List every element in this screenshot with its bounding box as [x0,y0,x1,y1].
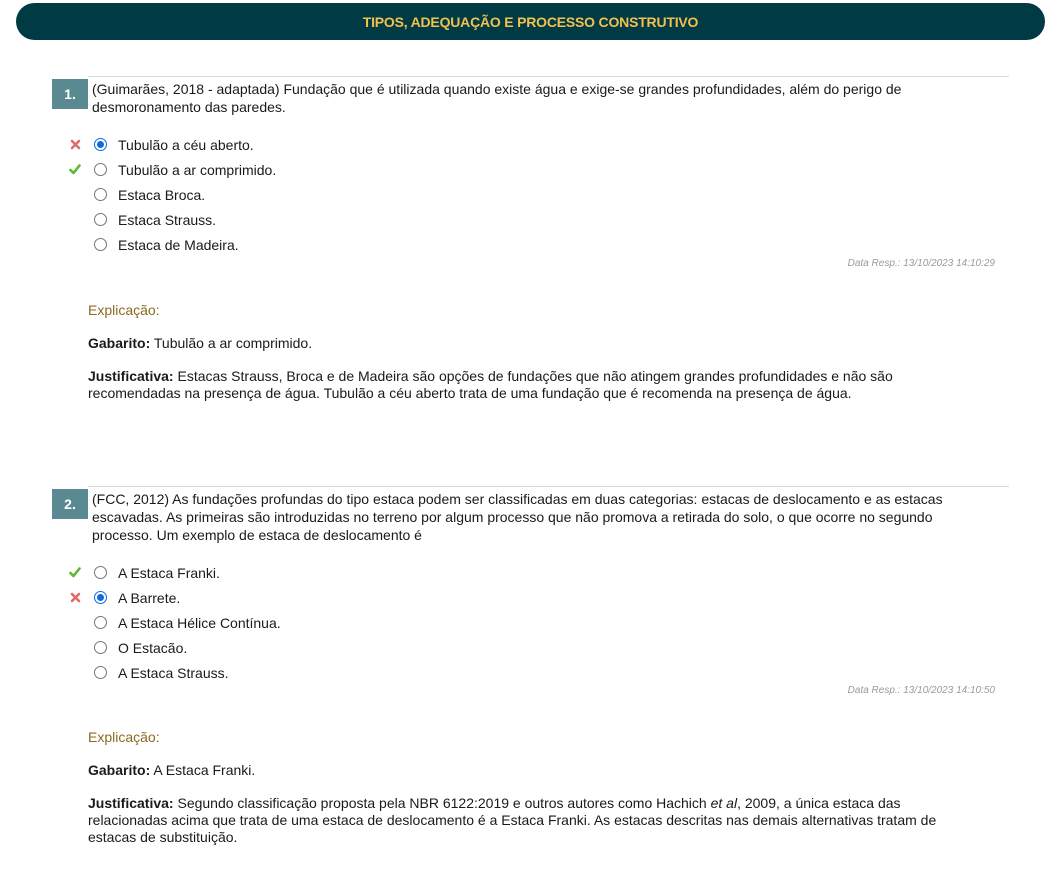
radio-button[interactable] [94,591,107,604]
option[interactable] [68,232,276,257]
answer-key-label: Gabarito: [88,335,151,351]
option-label: Estaca de Madeira. [118,236,239,253]
justification-italic: et al [710,795,738,811]
option[interactable] [68,207,276,232]
option[interactable] [68,132,276,157]
explanation-title: Explicação: [88,302,160,318]
answer-key [88,335,968,352]
justification-text-start: Segundo classificação proposta pela NBR 6122:2019 e outros autores como Hachich [173,795,711,811]
radio-button[interactable] [94,666,107,679]
radio-button[interactable] [94,213,107,226]
option-label: Estaca Strauss. [118,211,217,228]
option-label: O Estacão. [118,639,188,656]
radio-button[interactable] [94,238,107,251]
option[interactable] [68,560,281,585]
divider [88,76,1009,77]
option[interactable] [68,635,281,660]
radio-button[interactable] [94,616,107,629]
wrong-icon [68,591,82,605]
divider [88,486,1009,487]
question-2 [52,486,1009,856]
response-date: Data Resp.: 13/10/2023 14:10:29 [847,258,995,269]
option-label: A Estaca Franki. [118,564,220,581]
option-label: Tubulão a ar comprimido. [118,161,277,178]
radio-button[interactable] [94,188,107,201]
justification [88,368,968,402]
justification-text: Estacas Strauss, Broca e de Madeira são opções de fundações que não atingem grandes profundidades e não são recomendadas na presença de água. Tubulão a céu aberto trata de uma fundação que é recomenda na presença de água. [88,368,893,401]
correct-icon [68,566,82,580]
answer-key-value: A Estaca Franki. [150,762,256,778]
option-label: A Estaca Strauss. [118,664,229,681]
wrong-icon [68,138,82,152]
question-text: (FCC, 2012) As fundações profundas do tipo estaca podem ser classificadas em duas categorias: estacas de deslocamento e as estacas escavadas. As primeiras são introduzidas no terreno por algum processo que não promova a retirada do solo, o que ocorre no segundo processo. Um exemplo de estaca de deslocamento é [92,491,943,543]
option[interactable] [68,660,281,685]
option-label: A Estaca Hélice Contínua. [118,614,281,631]
option-label: Tubulão a céu aberto. [118,136,254,153]
question-text: (Guimarães, 2018 - adaptada) Fundação que é utilizada quando existe água e exige-se grandes profundidades, além do perigo de desmoronamento das paredes. [92,81,902,115]
radio-button[interactable] [94,566,107,579]
section-title: TIPOS, ADEQUAÇÃO E PROCESSO CONSTRUTIVO [362,13,699,30]
question-number: 1. [52,79,88,109]
explanation-title: Explicação: [88,729,160,745]
answer-key-value: Tubulão a ar comprimido. [150,335,313,351]
correct-icon [68,163,82,177]
justification [88,795,968,846]
question-number: 2. [52,489,88,519]
option[interactable] [68,182,276,207]
options-list [68,560,281,685]
justification-label: Justificativa: [88,795,174,811]
options-list [68,132,276,257]
answer-key-label: Gabarito: [88,762,151,778]
option-label: Estaca Broca. [118,186,206,203]
option[interactable] [68,610,281,635]
radio-button[interactable] [94,641,107,654]
option[interactable] [68,585,281,610]
justification-text-end: , 2009, a única estaca das relacionadas acima que trata de uma estaca de deslocamento é a Estaca Franki. As estacas descritas nas demais alternativas tratam de estacas de substituição. [88,795,937,845]
answer-key [88,762,968,779]
justification-label: Justificativa: [88,368,174,384]
radio-button[interactable] [94,138,107,151]
response-date: Data Resp.: 13/10/2023 14:10:50 [847,685,995,696]
radio-button[interactable] [94,163,107,176]
option[interactable] [68,157,276,182]
question-1 [52,76,1009,406]
option-label: A Barrete. [118,589,181,606]
section-header [16,3,1045,40]
